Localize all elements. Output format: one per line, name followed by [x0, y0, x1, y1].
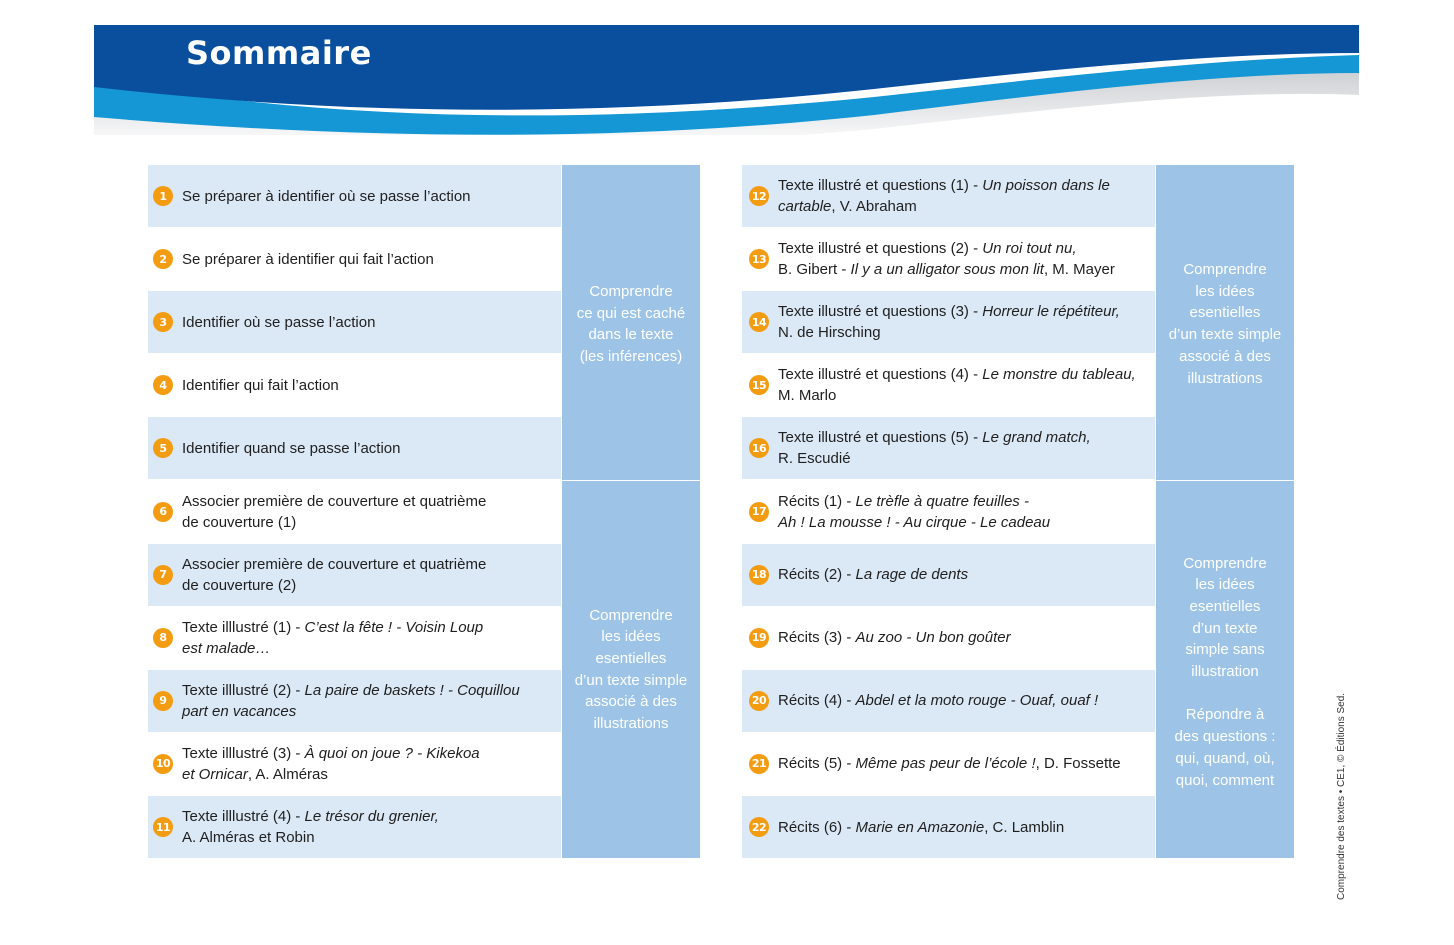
item-title-part: Associer première de couverture et quatrième de couverture (2) — [182, 555, 487, 594]
item-title-part: M. Marlo — [778, 387, 837, 405]
category-text: Comprendre les idées esentielles d’un texte simple associé à des illustrations — [1168, 261, 1282, 387]
item-title — [182, 491, 486, 533]
item-title-part: B. Gibert - — [778, 261, 851, 279]
item-title-italic: Il y a un alligator sous mon lit — [850, 261, 1044, 279]
category-text: Comprendre les idées esentielles d’un texte simple associé à des illustrations — [574, 606, 688, 733]
item-title-italic: La paire de baskets ! - Coquillou part en vacances — [182, 681, 520, 720]
item-number-badge: 19 — [749, 628, 769, 648]
item-title — [182, 312, 375, 333]
item-number-badge: 7 — [153, 565, 173, 585]
item-number-badge: 9 — [153, 691, 173, 711]
item-title-part: Texte illustré et questions (3) - — [778, 303, 983, 321]
item-title-italic: La rage de dents — [855, 566, 969, 584]
item-number-badge: 15 — [749, 375, 769, 395]
footer-credit: Comprendre des textes • CE1, © Éditions Sed. — [1336, 692, 1347, 900]
item-title-part: , A. Alméras — [247, 765, 328, 783]
toc-item — [742, 228, 1155, 290]
item-title — [182, 743, 480, 785]
item-title-part: Récits (1) - — [778, 492, 856, 510]
toc-item — [742, 354, 1155, 416]
item-title — [778, 817, 1064, 838]
item-number-badge: 3 — [153, 312, 173, 332]
page-title: Sommaire — [186, 34, 372, 72]
item-title-part: , M. Mayer — [1043, 261, 1115, 279]
toc-item — [148, 607, 561, 669]
item-number-badge: 2 — [153, 249, 173, 269]
item-number-badge: 8 — [153, 628, 173, 648]
item-title-italic: Horreur le répétiteur, — [982, 303, 1120, 321]
toc-item — [148, 291, 561, 353]
item-title-part: , V. Abraham — [831, 198, 917, 216]
item-title-italic: Un roi tout nu, — [982, 240, 1077, 258]
item-title-italic: C’est la fête ! - Voisin Loup est malade… — [182, 618, 484, 657]
item-title-part: R. Escudié — [778, 450, 851, 468]
toc-item — [148, 354, 561, 416]
item-title-part: Associer première de couverture et quatrième de couverture (1) — [182, 492, 487, 531]
toc-item — [148, 481, 561, 543]
item-title-part: Se préparer à identifier qui fait l’action — [182, 250, 434, 268]
toc-item — [742, 733, 1155, 795]
item-title — [182, 617, 483, 659]
toc-item — [742, 670, 1155, 732]
item-title — [182, 554, 486, 596]
item-title — [182, 806, 439, 848]
item-number-badge: 11 — [153, 817, 173, 837]
toc-item — [148, 796, 561, 858]
item-title-part: Texte illlustré (1) - — [182, 618, 305, 636]
item-title-part: Identifier où se passe l’action — [182, 313, 376, 331]
item-title-italic: Même pas peur de l’école ! — [855, 755, 1036, 773]
item-number-badge: 13 — [749, 249, 769, 269]
item-title — [778, 690, 1098, 711]
item-title-part: Identifier qui fait l’action — [182, 376, 339, 394]
toc-item — [148, 165, 561, 227]
item-title-italic: Au zoo - Un bon goûter — [855, 629, 1011, 647]
category-label — [562, 481, 700, 859]
category-text: Comprendre les idées esentielles d’un texte simple sans illustration Répondre à des questions : qui, quand, où, quoi, comment — [1174, 554, 1276, 789]
item-title — [182, 375, 339, 396]
item-title-italic: Marie en Amazonie — [855, 818, 985, 836]
item-title-part: , D. Fossette — [1035, 755, 1121, 773]
item-title-italic: À quoi on joue ? - Kikekoa et Ornicar — [182, 744, 480, 783]
item-number-badge: 10 — [153, 754, 173, 774]
category-label — [562, 165, 700, 480]
item-number-badge: 14 — [749, 312, 769, 332]
toc-item — [148, 417, 561, 479]
item-number-badge: 22 — [749, 817, 769, 837]
item-title — [182, 186, 471, 207]
item-title — [778, 301, 1120, 343]
item-title — [778, 753, 1121, 774]
item-title — [778, 491, 1050, 533]
item-title-part: Texte illustré et questions (2) - — [778, 240, 983, 258]
toc-item — [742, 796, 1155, 858]
item-title-part: Identifier quand se passe l’action — [182, 439, 401, 457]
item-title-part: Récits (4) - — [778, 692, 856, 710]
item-title-part: Se préparer à identifier où se passe l’action — [182, 187, 471, 205]
item-title — [778, 627, 1011, 648]
item-title-part: Texte illustré et questions (5) - — [778, 429, 983, 447]
item-title-part: N. de Hirsching — [778, 324, 881, 342]
item-title — [778, 427, 1091, 469]
item-number-badge: 17 — [749, 502, 769, 522]
toc-item — [148, 544, 561, 606]
toc-item — [742, 607, 1155, 669]
item-number-badge: 5 — [153, 438, 173, 458]
item-title-part: Récits (3) - — [778, 629, 856, 647]
item-title-part: Texte illlustré (4) - — [182, 808, 305, 826]
item-title — [778, 175, 1110, 217]
toc-item — [742, 291, 1155, 353]
item-title-italic: Le monstre du tableau, — [982, 366, 1136, 384]
category-label — [1156, 481, 1294, 859]
toc-item — [148, 733, 561, 795]
item-number-badge: 12 — [749, 186, 769, 206]
item-title-italic: Abdel et la moto rouge - Ouaf, ouaf ! — [855, 692, 1099, 710]
category-label — [1156, 165, 1294, 480]
item-number-badge: 4 — [153, 375, 173, 395]
item-title — [778, 564, 968, 585]
toc-item — [742, 544, 1155, 606]
item-number-badge: 21 — [749, 754, 769, 774]
toc-item — [742, 165, 1155, 227]
item-title — [182, 680, 520, 722]
item-number-badge: 1 — [153, 186, 173, 206]
item-title-part: Récits (6) - — [778, 818, 856, 836]
item-title — [182, 438, 400, 459]
item-title-part: Texte illustré et questions (4) - — [778, 366, 983, 384]
item-number-badge: 18 — [749, 565, 769, 585]
item-title-part: A. Alméras et Robin — [182, 829, 315, 847]
item-number-badge: 16 — [749, 438, 769, 458]
item-title-italic: Un poisson dans le cartable — [778, 177, 1110, 216]
toc-item — [742, 417, 1155, 479]
item-number-badge: 20 — [749, 691, 769, 711]
item-title-italic: Le grand match, — [982, 429, 1091, 447]
item-number-badge: 6 — [153, 502, 173, 522]
item-title-italic: Le trésor du grenier, — [304, 808, 439, 826]
item-title — [778, 364, 1136, 406]
item-title — [182, 249, 434, 270]
item-title-part: , C. Lamblin — [984, 818, 1065, 836]
toc-item — [742, 481, 1155, 543]
item-title-part: Texte illlustré (3) - — [182, 744, 305, 762]
item-title-part: Texte illlustré (2) - — [182, 681, 305, 699]
item-title-part: Texte illustré et questions (1) - — [778, 177, 983, 195]
toc-item — [148, 670, 561, 732]
item-title — [778, 238, 1115, 280]
item-title-italic: Le trèfle à quatre feuilles - Ah ! La mousse ! - Au cirque - Le cadeau — [778, 492, 1051, 531]
category-text: Comprendre ce qui est caché dans le texte (les inférences) — [576, 283, 686, 366]
toc-item — [148, 228, 561, 290]
item-title-part: Récits (5) - — [778, 755, 856, 773]
item-title-part: Récits (2) - — [778, 566, 856, 584]
